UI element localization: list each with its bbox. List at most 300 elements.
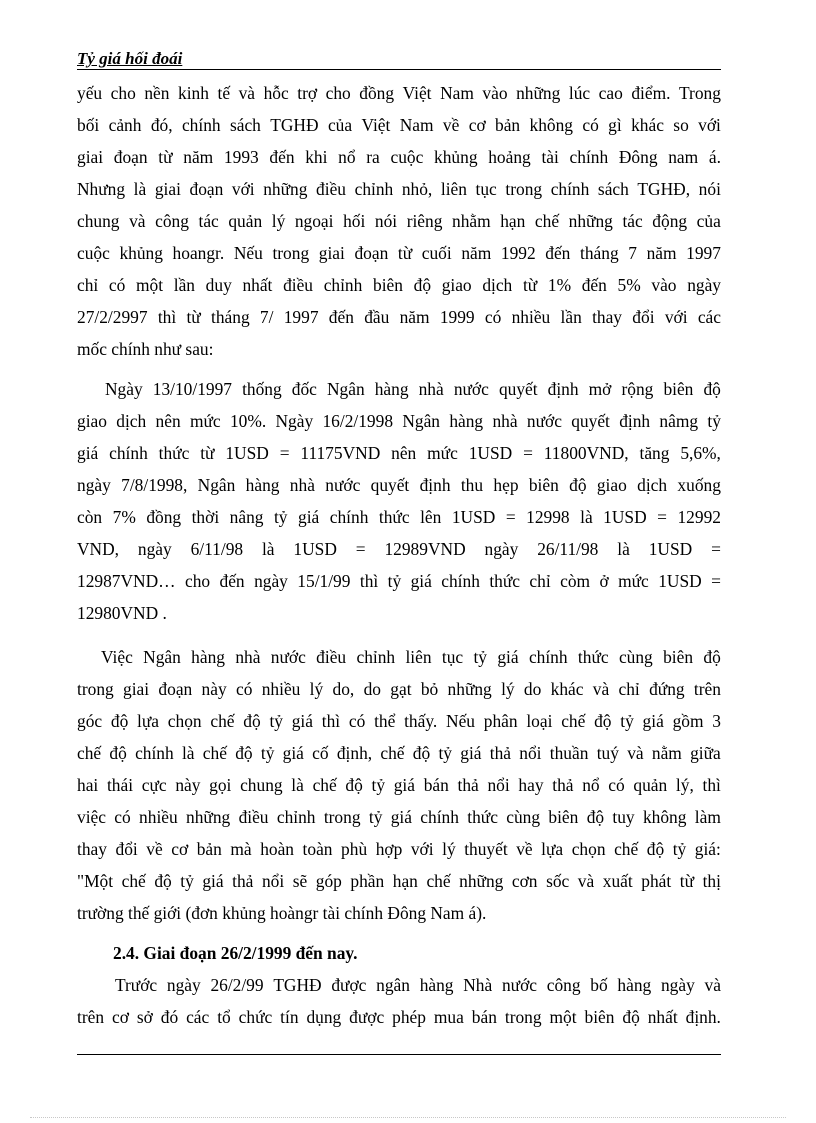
- word: không: [529, 115, 573, 135]
- word: đầu: [364, 307, 390, 327]
- word: và: [129, 211, 146, 231]
- word: đến: [219, 571, 245, 591]
- word: lý,: [675, 775, 694, 795]
- word: tỷ: [387, 571, 402, 591]
- word: á.: [708, 147, 721, 167]
- word: với: [410, 839, 434, 859]
- word: Ngân: [143, 647, 181, 667]
- word: nền: [144, 83, 170, 103]
- word: từ: [397, 243, 413, 263]
- word: lên: [420, 507, 442, 527]
- word: còn: [77, 507, 103, 527]
- word: 26/11/98: [537, 539, 599, 559]
- word: 15/1/99: [297, 571, 351, 591]
- word: chính: [109, 443, 148, 463]
- word: do: [523, 679, 542, 699]
- word: 5%: [617, 275, 641, 295]
- word: nhà: [289, 475, 315, 495]
- word: công: [546, 975, 581, 995]
- word: 12992: [677, 507, 721, 527]
- word: lý: [271, 211, 286, 231]
- word: tỷ: [473, 647, 487, 667]
- word: độ: [646, 839, 665, 859]
- word: thấy.: [404, 711, 438, 731]
- word: là: [617, 539, 630, 559]
- word: hay: [518, 775, 544, 795]
- word: 1997: [283, 307, 319, 327]
- word: nhất: [242, 275, 273, 295]
- word: ngày: [660, 975, 695, 995]
- word: còm: [560, 571, 591, 591]
- word: duy: [205, 275, 232, 295]
- word: tỷ: [368, 807, 383, 827]
- word: Nam: [440, 83, 474, 103]
- word: biên: [548, 807, 579, 827]
- word: giai: [318, 243, 345, 263]
- word: bỏ: [420, 679, 439, 699]
- word: độ: [569, 475, 587, 495]
- word: mức: [427, 443, 458, 463]
- word: ngân: [376, 975, 410, 995]
- word: quyết: [498, 379, 538, 399]
- word: chế: [534, 211, 560, 231]
- word: mức: [618, 571, 649, 591]
- word: liên: [405, 647, 432, 667]
- word: Nhưng: [77, 179, 126, 199]
- word: Nam: [399, 115, 434, 135]
- word: chung: [77, 211, 120, 231]
- word: và: [577, 871, 595, 891]
- word: tỷ: [707, 411, 721, 431]
- word: đứng: [649, 679, 685, 699]
- word: đốc: [291, 379, 317, 399]
- word: rộng: [621, 379, 654, 399]
- word: nước: [501, 975, 537, 995]
- word: phân: [483, 711, 518, 731]
- word: đó: [160, 1007, 179, 1027]
- word: chính: [569, 147, 609, 167]
- word: điều: [283, 275, 314, 295]
- word: trên: [693, 679, 721, 699]
- word: chỉ: [618, 679, 640, 699]
- word: 6/11/98: [190, 539, 244, 559]
- word: thu: [460, 475, 484, 495]
- word: độ: [586, 807, 605, 827]
- text-line: [115, 974, 721, 996]
- text-line: [77, 538, 721, 560]
- word: 3: [712, 711, 721, 731]
- word: định: [419, 475, 451, 495]
- word: so: [673, 115, 689, 135]
- word: ngày: [77, 475, 111, 495]
- word: =: [355, 539, 366, 559]
- word: đến: [581, 275, 607, 295]
- word: cơ: [171, 839, 189, 859]
- word: đổi: [632, 307, 655, 327]
- word: Ngày: [275, 411, 314, 431]
- word: sốc: [546, 871, 570, 891]
- word: tác: [198, 211, 219, 231]
- word: liên: [440, 179, 467, 199]
- word: thì: [702, 775, 721, 795]
- word: đó,: [150, 115, 173, 135]
- word: =: [505, 507, 516, 527]
- word: những: [459, 871, 504, 891]
- word: nổ: [582, 775, 600, 795]
- word: về: [442, 115, 460, 135]
- word: nhà: [235, 647, 261, 667]
- word: có: [608, 775, 625, 795]
- word: chế: [121, 871, 146, 891]
- word: =: [279, 443, 290, 463]
- word: chế: [561, 711, 586, 731]
- text-line: [77, 146, 721, 168]
- word: cho: [110, 83, 136, 103]
- word: nói: [698, 179, 721, 199]
- word: một: [549, 1007, 577, 1027]
- word: chế: [210, 711, 235, 731]
- word: biên: [663, 647, 694, 667]
- word: thả: [552, 775, 574, 795]
- word: tế: [217, 83, 231, 103]
- word: độ: [345, 775, 363, 795]
- word: thuần: [549, 743, 589, 763]
- word: cơ: [468, 115, 486, 135]
- word: giá: [282, 743, 304, 763]
- word: điểm.: [631, 83, 671, 103]
- word: động: [652, 211, 688, 231]
- word: thị: [702, 871, 721, 891]
- word: giá: [393, 775, 415, 795]
- word: mà: [230, 839, 252, 859]
- word: là: [261, 539, 275, 559]
- word: giai: [77, 147, 104, 167]
- text-line: [77, 274, 721, 296]
- word: nhà: [418, 379, 444, 399]
- word: Nếu: [446, 711, 475, 731]
- word: mua: [433, 1007, 464, 1027]
- word: thuyết: [464, 839, 508, 859]
- word: Nhà: [463, 975, 493, 995]
- word: vào: [482, 83, 508, 103]
- word: lý: [442, 839, 456, 859]
- word: với: [698, 115, 721, 135]
- word: chọn: [167, 711, 202, 731]
- word: tỷ: [269, 711, 283, 731]
- word: sách: [597, 179, 629, 199]
- word: nước: [270, 647, 306, 667]
- word: tuý: [596, 743, 619, 763]
- word: lựa: [137, 711, 160, 731]
- word: toàn: [302, 839, 333, 859]
- text-line: [101, 646, 721, 668]
- word: chính: [420, 807, 459, 827]
- word: khi: [305, 147, 328, 167]
- word: Ngày: [105, 379, 143, 399]
- word: lựa: [541, 839, 564, 859]
- text-line: [77, 242, 721, 264]
- word: 7/: [259, 307, 274, 327]
- word: thức: [467, 807, 498, 827]
- word: bán: [471, 1007, 497, 1027]
- word: giá:: [694, 839, 721, 859]
- word: nên: [155, 411, 181, 431]
- word: Nếu: [233, 243, 263, 263]
- word: 1993: [223, 147, 259, 167]
- word: tỷ: [672, 839, 687, 859]
- word: giá: [390, 807, 412, 827]
- word: phù: [341, 839, 368, 859]
- word: tỷ: [180, 871, 194, 891]
- word: hợp: [375, 839, 403, 859]
- word: chế: [614, 839, 639, 859]
- word: 12987VND…: [77, 571, 176, 591]
- word: bố: [590, 975, 608, 995]
- word: đồng: [146, 507, 182, 527]
- word: nằm: [651, 743, 682, 763]
- word: trong: [323, 807, 361, 827]
- word: cuối: [421, 243, 452, 263]
- word: bối: [77, 115, 100, 135]
- word: đoạn: [354, 243, 389, 263]
- word: biên: [373, 275, 403, 295]
- word: nhỏ,: [401, 179, 433, 199]
- word: thay: [592, 307, 623, 327]
- word: dịch: [482, 275, 513, 295]
- word: 13/10/1997: [152, 379, 232, 399]
- word: những: [568, 211, 613, 231]
- word: 7%: [112, 507, 136, 527]
- word: thì: [157, 307, 177, 327]
- word: ngày: [254, 571, 288, 591]
- word: tỷ: [438, 743, 452, 763]
- word: nhà: [492, 411, 518, 431]
- text-line: [77, 306, 721, 328]
- text-line: [77, 1006, 721, 1028]
- word: những: [186, 807, 231, 827]
- word: 1%: [547, 275, 572, 295]
- word: hàng: [245, 475, 280, 495]
- word: đổi: [115, 839, 138, 859]
- word: giá: [291, 711, 313, 731]
- word: cuộc: [77, 243, 110, 263]
- word: định: [547, 379, 579, 399]
- word: giai: [154, 179, 181, 199]
- text-line: [77, 774, 721, 796]
- word: từ: [158, 147, 173, 167]
- word: quản: [228, 211, 263, 231]
- word: dụng: [306, 1007, 342, 1027]
- word: những: [447, 679, 492, 699]
- word: tuy: [612, 807, 635, 827]
- word: bản: [495, 115, 521, 135]
- text-line: [77, 210, 721, 232]
- word: cuộc: [390, 147, 424, 167]
- word: ngày: [137, 539, 172, 559]
- word: 7/8/1998,: [121, 475, 188, 495]
- text-line: [77, 178, 721, 200]
- word: nước: [453, 379, 489, 399]
- text-line: trường thế giới (đơn khủng hoàngr tài chính Đông Nam á).: [77, 903, 487, 923]
- word: chỉnh: [276, 807, 316, 827]
- word: Ngân: [326, 379, 365, 399]
- word: chính: [135, 743, 174, 763]
- word: nước: [325, 475, 361, 495]
- word: là: [133, 179, 147, 199]
- text-line: [77, 870, 721, 892]
- word: nâng: [229, 507, 264, 527]
- word: độ: [703, 647, 721, 667]
- word: Việt: [402, 83, 432, 103]
- word: độ: [413, 275, 432, 295]
- word: giá: [77, 443, 99, 463]
- word: từ: [522, 275, 538, 295]
- word: có: [348, 711, 366, 731]
- word: điều: [238, 807, 269, 827]
- text-line: [77, 742, 721, 764]
- word: được: [331, 975, 367, 995]
- word: 1USD: [225, 443, 269, 463]
- word: lần: [560, 307, 582, 327]
- word: tỷ: [371, 775, 386, 795]
- word: 12989VND: [384, 539, 466, 559]
- word: TGHĐ: [273, 975, 322, 995]
- text-line: [77, 114, 721, 136]
- word: đoạn: [158, 679, 193, 699]
- word: 1USD: [603, 507, 647, 527]
- word: quyết: [571, 411, 610, 431]
- word: Ngân: [197, 475, 236, 495]
- word: cùng: [506, 807, 541, 827]
- word: giá: [642, 711, 664, 731]
- word: và: [592, 679, 610, 699]
- word: hối: [343, 211, 366, 231]
- word: 1USD: [293, 539, 337, 559]
- word: thức: [489, 571, 520, 591]
- word: mức: [189, 411, 221, 431]
- word: lúc: [568, 83, 591, 103]
- word: của: [327, 115, 353, 135]
- word: và: [704, 975, 721, 995]
- word: độ: [243, 711, 261, 731]
- word: ra: [366, 147, 380, 167]
- word: nhất: [647, 1007, 678, 1027]
- word: biên: [663, 379, 694, 399]
- text-line: [77, 838, 721, 860]
- word: độ: [412, 743, 431, 763]
- word: thời: [191, 507, 220, 527]
- word: ngày: [687, 275, 721, 295]
- word: cơ: [111, 1007, 129, 1027]
- word: từ: [679, 871, 695, 891]
- word: chọn: [571, 839, 606, 859]
- word: 1999: [439, 307, 475, 327]
- header-title: Tỷ giá hối đoái: [77, 49, 183, 68]
- word: quản: [633, 775, 668, 795]
- word: tín: [280, 1007, 299, 1027]
- word: giao: [596, 475, 627, 495]
- word: nhiều: [139, 807, 178, 827]
- word: giai: [123, 679, 150, 699]
- word: khủng: [434, 147, 478, 167]
- word: này: [175, 775, 201, 795]
- word: chế: [77, 743, 102, 763]
- word: Trước: [115, 975, 158, 995]
- word: hẹp: [493, 475, 519, 495]
- word: 7: [628, 243, 637, 263]
- word: những: [263, 179, 308, 199]
- word: độ: [622, 1007, 640, 1027]
- word: loại: [526, 711, 553, 731]
- word: =: [523, 443, 533, 463]
- word: năm: [461, 243, 492, 263]
- word: tăng: [639, 443, 670, 463]
- word: chỉnh: [356, 647, 396, 667]
- word: khác: [550, 679, 584, 699]
- word: chỉ: [529, 571, 551, 591]
- word: 1992: [500, 243, 536, 263]
- word: Việt: [361, 115, 391, 135]
- word: nổi: [519, 743, 542, 763]
- word: các: [186, 1007, 210, 1027]
- word: do: [363, 679, 381, 699]
- text-line: [77, 710, 721, 732]
- word: đoạn: [189, 179, 224, 199]
- word: nam: [668, 147, 699, 167]
- word: đồng: [359, 83, 395, 103]
- word: tài: [541, 147, 559, 167]
- word: nổi: [487, 775, 510, 795]
- word: thay: [77, 839, 107, 859]
- word: thì: [321, 711, 341, 731]
- word: tháng: [580, 243, 619, 263]
- word: trợ: [297, 83, 318, 103]
- word: giá: [202, 871, 224, 891]
- word: bản: [196, 839, 222, 859]
- text-line: [77, 678, 721, 700]
- word: tổ: [217, 1007, 231, 1027]
- word: bán: [423, 775, 449, 795]
- word: =: [711, 539, 721, 559]
- word: khác: [631, 115, 664, 135]
- word: này: [201, 679, 227, 699]
- word: nổi: [261, 871, 285, 891]
- word: năm: [646, 243, 677, 263]
- text-line: [105, 378, 721, 400]
- word: hỗc: [263, 83, 289, 103]
- word: 12998: [526, 507, 570, 527]
- word: có: [108, 275, 126, 295]
- word: quyết: [370, 475, 410, 495]
- word: thì: [359, 571, 379, 591]
- word: thái: [106, 775, 134, 795]
- word: VND,: [77, 539, 120, 559]
- word: thả: [457, 775, 479, 795]
- text-line: [77, 806, 721, 828]
- word: ngày: [484, 539, 519, 559]
- word: xuất: [602, 871, 633, 891]
- word: trong: [272, 243, 310, 263]
- word: trên: [77, 1007, 105, 1027]
- word: dịch: [116, 411, 147, 431]
- word: phát: [641, 871, 672, 891]
- text-line: [77, 82, 721, 104]
- word: nước: [526, 411, 562, 431]
- word: là: [291, 775, 304, 795]
- word: đoạn: [113, 147, 148, 167]
- word: trong: [504, 1007, 542, 1027]
- word: chế: [202, 743, 227, 763]
